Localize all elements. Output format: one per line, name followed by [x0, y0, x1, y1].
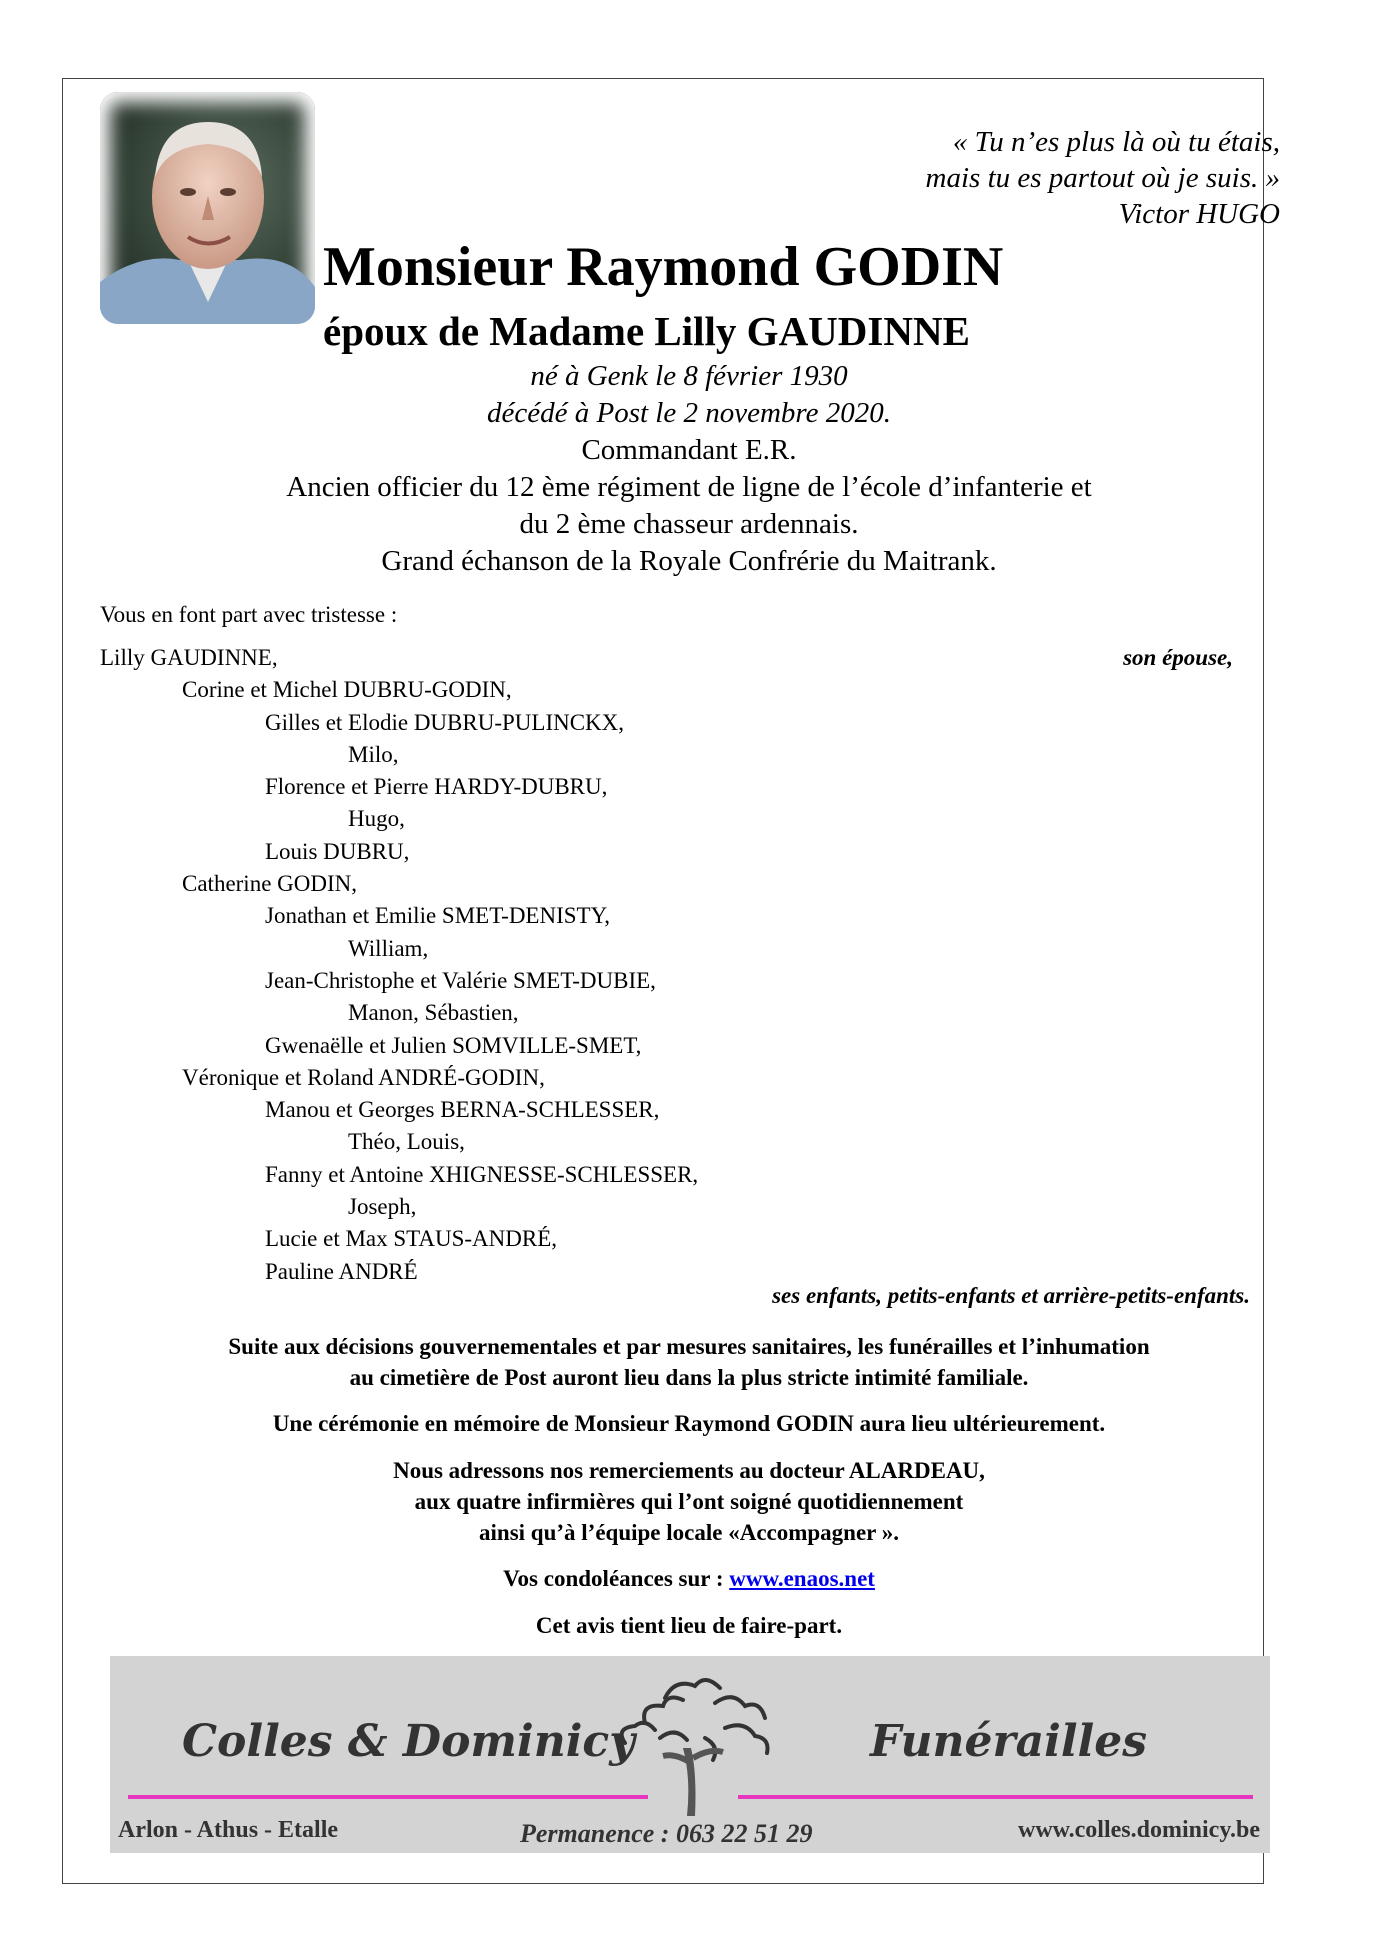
birth-line: né à Genk le 8 février 1930	[530, 360, 848, 392]
funeral-home-banner	[110, 1656, 1270, 1853]
deceased-spouse: époux de Madame Lilly GAUDINNE	[323, 308, 970, 354]
notice-ceremony: Une cérémonie en mémoire de Monsieur Raymond GODIN aura lieu ultérieurement.	[272, 1411, 1106, 1436]
epigraph-quote	[926, 124, 1280, 232]
intro-text: Vous en font part avec tristesse :	[100, 602, 398, 627]
notice-faire-part: Cet avis tient lieu de faire-part.	[535, 1613, 843, 1638]
family-member: Manou et Georges BERNA-SCHLESSER,	[265, 1097, 660, 1123]
family-member: Louis DUBRU,	[265, 838, 410, 864]
banner-locations: Arlon - Athus - Etalle	[118, 1817, 339, 1843]
family-member: Joseph,	[348, 1194, 417, 1220]
condolences-label: Vos condoléances sur :	[503, 1566, 724, 1591]
family-member: Théo, Louis,	[348, 1129, 465, 1155]
career-line-2: du 2 ème chasseur ardennais.	[519, 508, 859, 540]
relation-spouse: son épouse,	[1123, 645, 1233, 670]
family-member: Pauline ANDRÉ	[265, 1258, 418, 1284]
family-member: Fanny et Antoine XHIGNESSE-SCHLESSER,	[265, 1161, 699, 1187]
portrait-illustration	[100, 92, 315, 324]
family-member: Jonathan et Emilie SMET-DENISTY,	[265, 903, 610, 929]
deceased-name: Monsieur Raymond GODIN	[323, 236, 1004, 298]
family-member: Hugo,	[348, 806, 405, 832]
family-member: Manon, Sébastien,	[348, 1000, 519, 1026]
family-member: Catherine GODIN,	[182, 871, 358, 897]
career-line-1: Ancien officier du 12 ème régiment de ligne de l’école d’infanterie et	[286, 471, 1092, 503]
brand-name: Colles & Dominicy	[182, 1716, 635, 1767]
accent-line-left	[128, 1795, 648, 1799]
family-member: Gwenaëlle et Julien SOMVILLE-SMET,	[265, 1032, 642, 1058]
family-member: Corine et Michel DUBRU-GODIN,	[182, 677, 512, 703]
family-list	[100, 642, 698, 1288]
notice-sanitary-1: Suite aux décisions gouvernementales et par mesures sanitaires, les funérailles et l’inhumation	[228, 1334, 1150, 1359]
notice-condolences	[0, 1563, 1378, 1594]
family-member: Florence et Pierre HARDY-DUBRU,	[265, 774, 608, 800]
family-member: Gilles et Elodie DUBRU-PULINCKX,	[265, 709, 625, 735]
portrait-photo	[100, 92, 315, 324]
death-line: décédé à Post le 2 novembre 2020.	[487, 397, 891, 429]
family-member: Jean-Christophe et Valérie SMET-DUBIE,	[265, 967, 656, 993]
banner-website[interactable]: www.colles.dominicy.be	[1017, 1817, 1260, 1843]
condolences-link[interactable]: www.enaos.net	[729, 1566, 875, 1591]
family-member: Milo,	[348, 741, 399, 767]
tree-logo-icon	[605, 1668, 795, 1816]
family-member: Véronique et Roland ANDRÉ-GODIN,	[182, 1064, 545, 1090]
notice-sanitary-2: au cimetière de Post auront lieu dans la plus stricte intimité familiale.	[349, 1365, 1029, 1390]
notice-thanks-2: aux quatre infirmières qui l’ont soigné quotidiennement	[414, 1489, 964, 1514]
family-member: Lucie et Max STAUS-ANDRÉ,	[265, 1226, 558, 1252]
quote-author: Victor HUGO	[1118, 198, 1280, 230]
brand-tagline: Funérailles	[870, 1716, 1148, 1767]
family-member: Lilly GAUDINNE,	[100, 645, 278, 670]
quote-line-2: mais tu es partout où je suis. »	[925, 162, 1280, 194]
rank-line: Commandant E.R.	[581, 434, 797, 466]
accent-line-right	[738, 1795, 1253, 1799]
quote-line-1: « Tu n’es plus là où tu étais,	[952, 126, 1280, 158]
notice-thanks-1: Nous adressons nos remerciements au docteur ALARDEAU,	[393, 1458, 985, 1483]
title-line: Grand échanson de la Royale Confrérie du Maitrank.	[381, 545, 997, 577]
relation-children: ses enfants, petits-enfants et arrière-petits-enfants.	[772, 1283, 1250, 1308]
notice-thanks-3: ainsi qu’à l’équipe locale «Accompagner ».	[479, 1520, 899, 1545]
family-member: William,	[348, 935, 429, 961]
banner-permanence: Permanence : 063 22 51 29	[520, 1819, 813, 1848]
